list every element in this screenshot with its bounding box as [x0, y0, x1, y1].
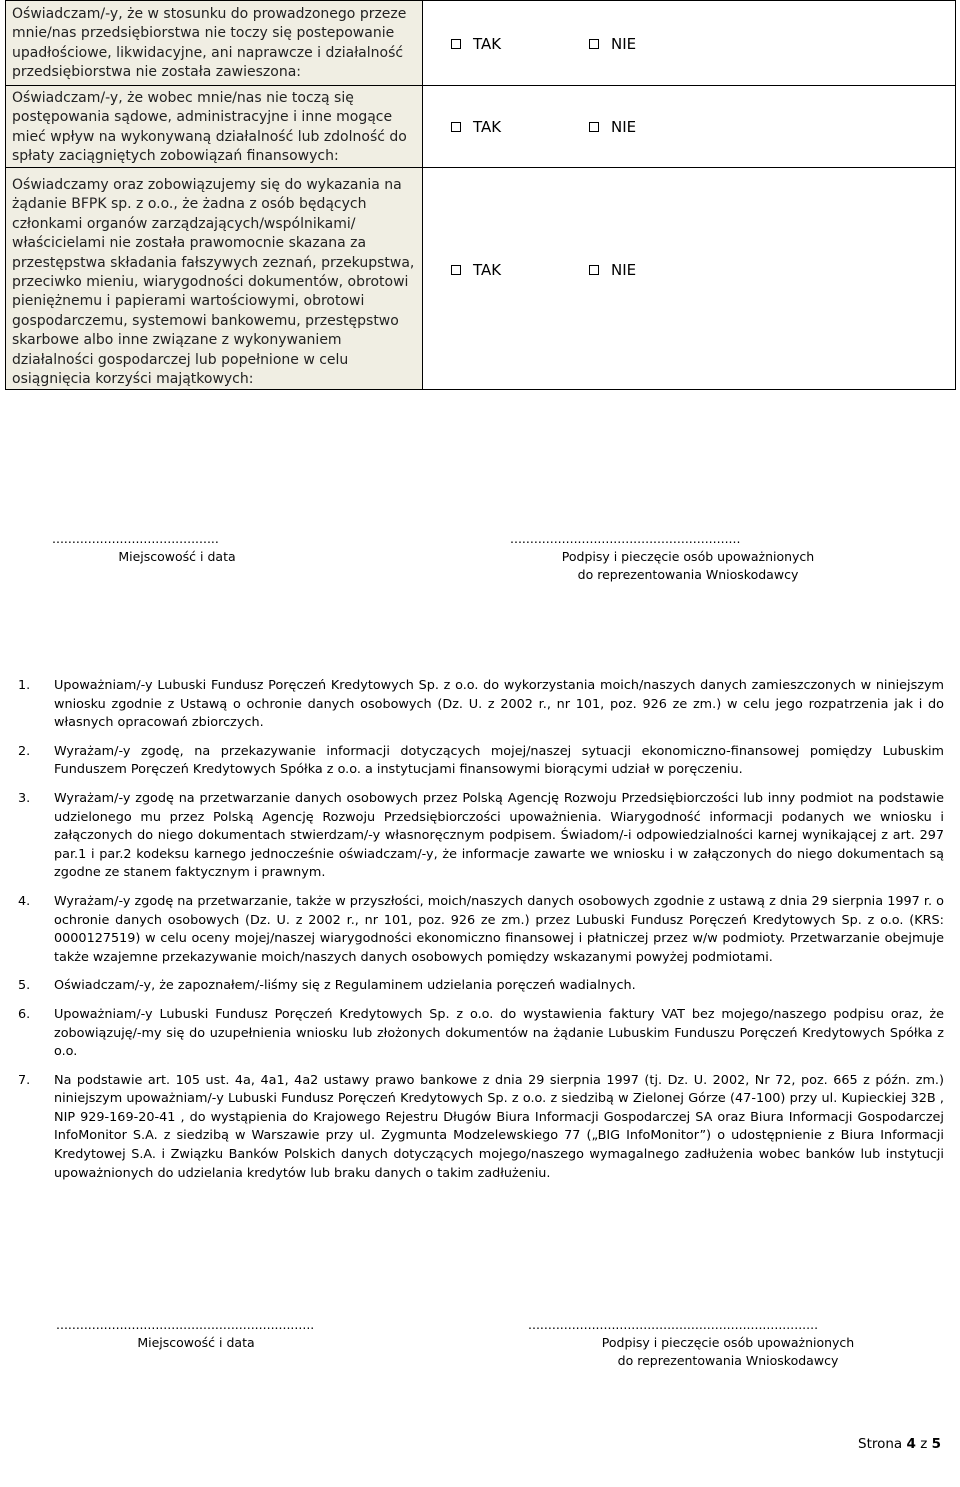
- option-yes[interactable]: TAK: [451, 35, 501, 53]
- checkbox-icon[interactable]: [589, 39, 599, 49]
- option-yes[interactable]: TAK: [451, 261, 501, 279]
- option-no[interactable]: NIE: [589, 118, 636, 136]
- option-yes[interactable]: TAK: [451, 118, 501, 136]
- list-item: 2. Wyrażam/-y zgodę, na przekazywanie informacji dotyczących mojej/naszej sytuacji ekonomiczno-finansowej pomiędzy Lubuskim Funduszem Poręczeń Kredytowych Spółka z o.o. a instytucjami finansowymi biorącymi udział w poręczeniu.: [18, 743, 944, 778]
- checkbox-icon[interactable]: [589, 122, 599, 132]
- declaration-row: [6, 1, 956, 86]
- checkbox-icon[interactable]: [589, 265, 599, 275]
- declaration-question: Oświadczam/-y, że w stosunku do prowadzonego przeze mnie/nas przedsiębiorstwa nie toczy się postepowanie upadłościowe, likwidacyjne, ani naprawcze i działalność przedsiębiorstwa nie została zawieszona:: [6, 1, 423, 86]
- declaration-answers: [423, 86, 956, 168]
- option-no[interactable]: NIE: [589, 261, 636, 279]
- signature-authorized-persons: ......................................................................... Podpisy i pieczęcie osób upoważnionych do reprezentowania Wnioskodawcy: [528, 1317, 855, 1368]
- declaration-question: Oświadczam/-y, że wobec mnie/nas nie toczą się postępowania sądowe, administracyjne i inne mogące mieć wpływ na wykonywaną działalność lub zdolność do spłaty zaciągniętych zobowiązań finansowych:: [6, 86, 423, 168]
- declaration-row: [6, 168, 956, 390]
- consents-list: [18, 677, 944, 1193]
- list-item: 5. Oświadczam/-y, że zapoznałem/-liśmy się z Regulaminem udzielania poręczeń wadialnych.: [18, 978, 636, 994]
- declaration-answers: [423, 1, 956, 86]
- declaration-question: Oświadczamy oraz zobowiązujemy się do wykazania na żądanie BFPK sp. z o.o., że żadna z osób będących członkami organów zarządzających/wspólnikami/ właścicielami nie została prawomocnie skazana za przestępstwa składania fałszywych zeznań, przekupstwa, przeciwko mieniu, wiarygodności dokumentów, obrotowi pieniężnemu i papierami wartościowymi, obrotowi gospodarczemu, systemowi bankowemu, przestępstwo skarbowe albo inne związane z wykonywaniem działalności gospodarczej lub popełnione w celu osiągnięcia korzyści majątkowych:: [6, 168, 423, 390]
- declaration-row: [6, 86, 956, 168]
- list-item: 6. Upoważniam/-y Lubuski Fundusz Poręczeń Kredytowych Sp. z o.o. do wystawienia faktury VAT bez mojego/naszego podpisu oraz, że zobowiązuję/-my się do uzupełnienia wniosku lub złożonych dokumentów na żądanie Lubuskim Funduszu Poręczeń Kredytowych Spółka z o.o.: [18, 1006, 944, 1060]
- signature-place-date: .......................................... Miejscowość i data: [52, 531, 236, 564]
- list-item: 3. Wyrażam/-y zgodę na przetwarzanie danych osobowych przez Polską Agencję Rozwoju Przedsiębiorczości lub inny podmiot na podstawie udzielonego mu przez Polską Agencję Rozwoju Przedsiębiorczości upoważnienia. Wiarygodność informacji podanych we wniosku i załączonych do niego dokumentach stwierdzam/-y własnoręcznym podpisem. Świadom/-i odpowiedzialności karnej wynikającej z art. 297 par.1 i par.2 kodeksu karnego jednocześnie oświadczam/-y, że informacje zawarte we wniosku i w załączonych do niego dokumentach są zgodne ze stanem faktycznym i prawnym.: [18, 790, 944, 881]
- page-number: Strona 4 z 5: [858, 1436, 942, 1452]
- signature-authorized-persons: .......................................................... Podpisy i pieczęcie osób upoważnionych do reprezentowania Wnioskodawcy: [510, 531, 815, 582]
- checkbox-icon[interactable]: [451, 265, 461, 275]
- list-item: 1. Upoważniam/-y Lubuski Fundusz Poręczeń Kredytowych Sp. z o.o. do wykorzystania moich/naszych danych zamieszczonych w niniejszym wniosku zgodnie z Ustawą o ochronie danych osobowych (Dz. U. z 2002 r., nr 101, poz. 926 ze zm.) w celu jego rozpatrzenia jak i do własnych opracowań zbiorczych.: [18, 678, 944, 731]
- signature-place-date: ................................................................. Miejscowość i data: [56, 1317, 315, 1350]
- checkbox-icon[interactable]: [451, 39, 461, 49]
- list-item: 7. Na podstawie art. 105 ust. 4a, 4a1, 4a2 ustawy prawo bankowe z dnia 29 sierpnia 1997 (tj. Dz. U. 2002, Nr 72, poz. 665 z późn. zm.) niniejszym upoważniam/-y Lubuski Fundusz Poręczeń Kredytowych Sp. z o.o. z siedzibą w Zielonej Górze (47-100) przy ul. Kupieckiej 32B , NIP 929-169-20-41 , do wystąpienia do Krajowego Rejestru Długów Biura Informacji Gospodarczej SA oraz Biura Informacji Gospodarczej InfoMonitor S.A. z siedzibą w Warszawie przy ul. Zygmunta Modzelewskiego 77 („BIG InfoMonitor”) o udostępnienie z Biura Informacji Kredytowej S.A. i Związku Banków Polskich danych dotyczących mojego/naszego wymagalnego zadłużenia wobec banków lub instytucji upoważnionych do udzielania kredytów lub braku danych o takim zadłużeniu.: [18, 1072, 944, 1181]
- option-no[interactable]: NIE: [589, 35, 636, 53]
- list-item: 4. Wyrażam/-y zgodę na przetwarzanie, także w przyszłości, moich/naszych danych osobowych zgodnie z ustawą z dnia 29 sierpnia 1997 r. o ochronie danych osobowych (Dz. U. z 2002 r., nr 101, poz. 926 ze zm.) przez Lubuski Fundusz Poręczeń Kredytowych Sp. z o.o. (KRS: 0000127519) w celu oceny mojej/naszej wiarygodności ekonomiczno finansowej i płatniczej przez w/w podmioty. Przetwarzanie obejmuje także wzajemne przekazywanie moich/naszych danych osobowych pomiędzy wskazanymi powyżej podmiotami.: [18, 893, 944, 965]
- declarations-table: [5, 0, 956, 390]
- checkbox-icon[interactable]: [451, 122, 461, 132]
- declaration-answers: [423, 168, 956, 390]
